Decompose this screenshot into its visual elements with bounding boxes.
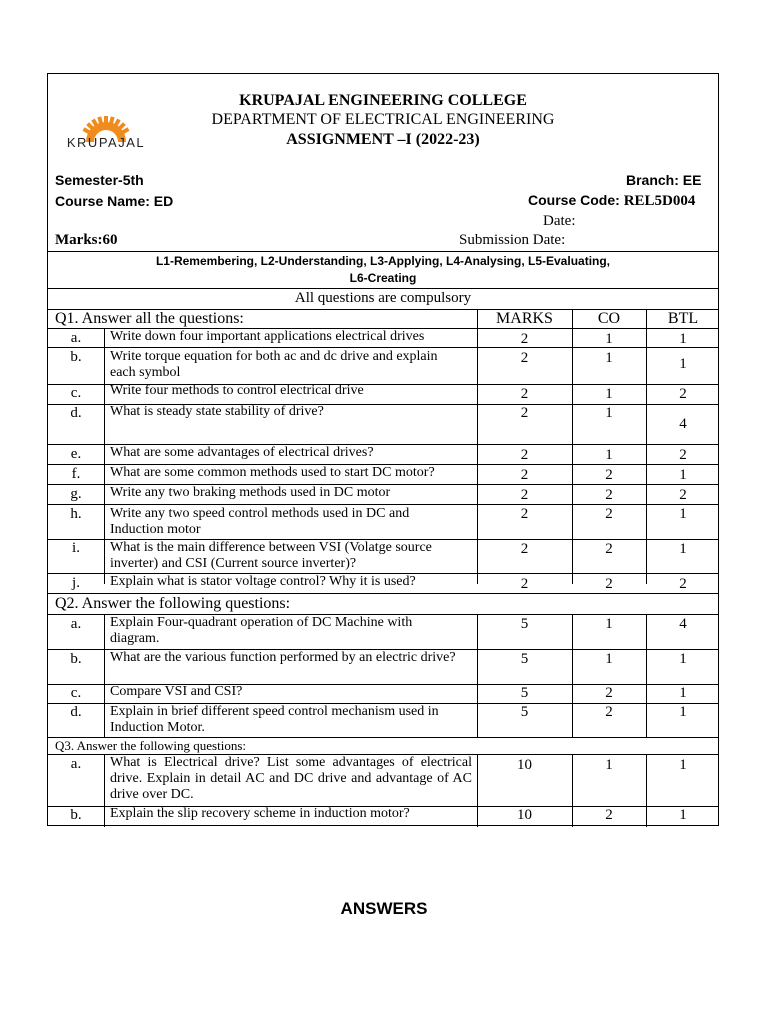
question-label: c. [70, 385, 82, 401]
question-label: a. [70, 616, 82, 632]
total-marks: Marks:60 [55, 232, 118, 248]
college-name: KRUPAJAL ENGINEERING COLLEGE [239, 92, 527, 109]
rule [48, 504, 718, 505]
question-btl: 2 [679, 487, 687, 503]
question-btl: 1 [679, 757, 687, 773]
question-co: 2 [605, 487, 613, 503]
question-label: h. [70, 506, 82, 522]
question-label: g. [70, 486, 82, 502]
question-text: What is steady state stability of drive? [110, 404, 324, 419]
question-label: e. [70, 446, 82, 462]
question-co: 2 [605, 576, 613, 592]
question-label: b. [70, 651, 82, 667]
question-label: b. [70, 349, 82, 365]
question-text: What are some common methods used to start DC motor? [110, 465, 435, 480]
question-co: 1 [605, 447, 613, 463]
question-marks: 2 [520, 576, 529, 592]
col-rule [104, 328, 105, 584]
question-btl: 1 [679, 651, 687, 667]
question-text: Write down four important applications electrical drives [110, 329, 425, 344]
answers-heading: ANSWERS [340, 899, 428, 918]
question-label: c. [70, 685, 82, 701]
question-btl: 1 [679, 506, 687, 522]
question-label: b. [70, 807, 82, 823]
question-text: What are some advantages of electrical drives? [110, 445, 374, 460]
question-label: d. [70, 405, 82, 421]
question-marks: 2 [520, 447, 529, 463]
assignment-sheet [47, 73, 719, 826]
levels-line-2: L6-Creating [349, 271, 417, 285]
question-marks: 10 [517, 807, 532, 823]
question-co: 2 [605, 704, 613, 720]
question-marks: 2 [520, 331, 529, 347]
col-rule [104, 614, 105, 737]
question-marks: 2 [520, 487, 529, 503]
logo-text: KRUPAJAL [66, 135, 146, 150]
assignment-title: ASSIGNMENT –I (2022-23) [286, 131, 480, 148]
question-marks: 10 [517, 757, 532, 773]
question-text: What is the main difference between VSI (Volatge source inverter) and CSI (Current source inverter)? [110, 540, 432, 571]
question-marks: 2 [520, 541, 529, 557]
branch: Branch: EE [626, 172, 702, 188]
question-text: Write any two speed control methods used in DC and Induction motor [110, 506, 410, 537]
question-text: Explain the slip recovery scheme in induction motor? [110, 806, 410, 821]
rule [48, 288, 718, 289]
question-label: j. [72, 575, 80, 591]
question-btl: 1 [679, 356, 687, 372]
question-co: 2 [605, 807, 613, 823]
question-label: a. [70, 330, 82, 346]
question-label: i. [72, 540, 80, 556]
question-btl: 4 [679, 616, 687, 632]
question-co: 1 [605, 616, 613, 632]
q3-heading: Q3. Answer the following questions: [55, 738, 247, 753]
question-btl: 1 [679, 467, 687, 483]
question-text: What are the various function performed by an electric drive? [110, 650, 456, 665]
question-text: Write any two braking methods used in DC motor [110, 485, 391, 500]
question-marks: 5 [520, 704, 529, 720]
question-co: 2 [605, 506, 613, 522]
question-btl: 1 [679, 807, 687, 823]
question-co: 1 [605, 331, 613, 347]
question-label: f. [71, 466, 81, 482]
semester: Semester-5th [55, 172, 144, 188]
q1-heading: Q1. Answer all the questions: [55, 310, 244, 327]
col-rule [104, 754, 105, 827]
question-btl: 1 [679, 685, 687, 701]
compulsory-note: All questions are compulsory [294, 290, 472, 306]
course-code-value: REL5D004 [623, 193, 696, 209]
question-btl: 1 [679, 704, 687, 720]
department-name: DEPARTMENT OF ELECTRICAL ENGINEERING [211, 111, 555, 128]
question-btl: 4 [679, 416, 687, 432]
date-field: Date: [543, 213, 576, 229]
question-co: 1 [605, 405, 613, 421]
course-code-line [528, 192, 695, 210]
question-btl: 2 [679, 447, 687, 463]
question-co: 2 [605, 685, 613, 701]
submission-date: Submission Date: [459, 232, 566, 248]
question-text: Compare VSI and CSI? [110, 684, 243, 699]
course-code-label: Course Code: [528, 192, 624, 208]
question-marks: 2 [520, 405, 529, 421]
question-text: Explain Four-quadrant operation of DC Machine with diagram. [110, 615, 413, 646]
question-text: What is Electrical drive? List some advantages of electrical drive. Explain in detail AC and DC drive and advantage of AC drive over DC. [110, 755, 472, 802]
col-header-btl: BTL [667, 310, 699, 327]
question-btl: 1 [679, 541, 687, 557]
question-label: d. [70, 704, 82, 720]
question-co: 1 [605, 651, 613, 667]
rule [48, 593, 718, 594]
question-text: Write four methods to control electrical drive [110, 383, 364, 398]
question-marks: 2 [520, 350, 529, 366]
col-header-co: CO [597, 310, 621, 327]
question-marks: 5 [520, 616, 529, 632]
question-btl: 2 [679, 576, 687, 592]
col-header-marks: MARKS [496, 310, 553, 327]
question-btl: 1 [679, 331, 687, 347]
question-marks: 2 [520, 467, 529, 483]
question-co: 1 [605, 350, 613, 366]
rule [48, 251, 718, 252]
question-label: a. [70, 756, 82, 772]
question-marks: 5 [520, 685, 529, 701]
question-co: 2 [605, 467, 613, 483]
question-marks: 2 [520, 506, 529, 522]
question-text: Write torque equation for both ac and dc drive and explain each symbol [110, 349, 438, 380]
question-text: Explain in brief different speed control mechanism used in Induction Motor. [110, 704, 439, 735]
q2-heading: Q2. Answer the following questions: [55, 595, 291, 612]
question-text: Explain what is stator voltage control? Why it is used? [110, 574, 416, 589]
question-co: 1 [605, 757, 613, 773]
course-name: Course Name: ED [55, 193, 174, 209]
question-marks: 5 [520, 651, 529, 667]
levels-line-1: L1-Remembering, L2-Understanding, L3-Applying, L4-Analysing, L5-Evaluating, [155, 254, 611, 268]
question-co: 2 [605, 541, 613, 557]
question-marks: 2 [520, 386, 529, 402]
question-co: 1 [605, 386, 613, 402]
question-btl: 2 [679, 386, 687, 402]
